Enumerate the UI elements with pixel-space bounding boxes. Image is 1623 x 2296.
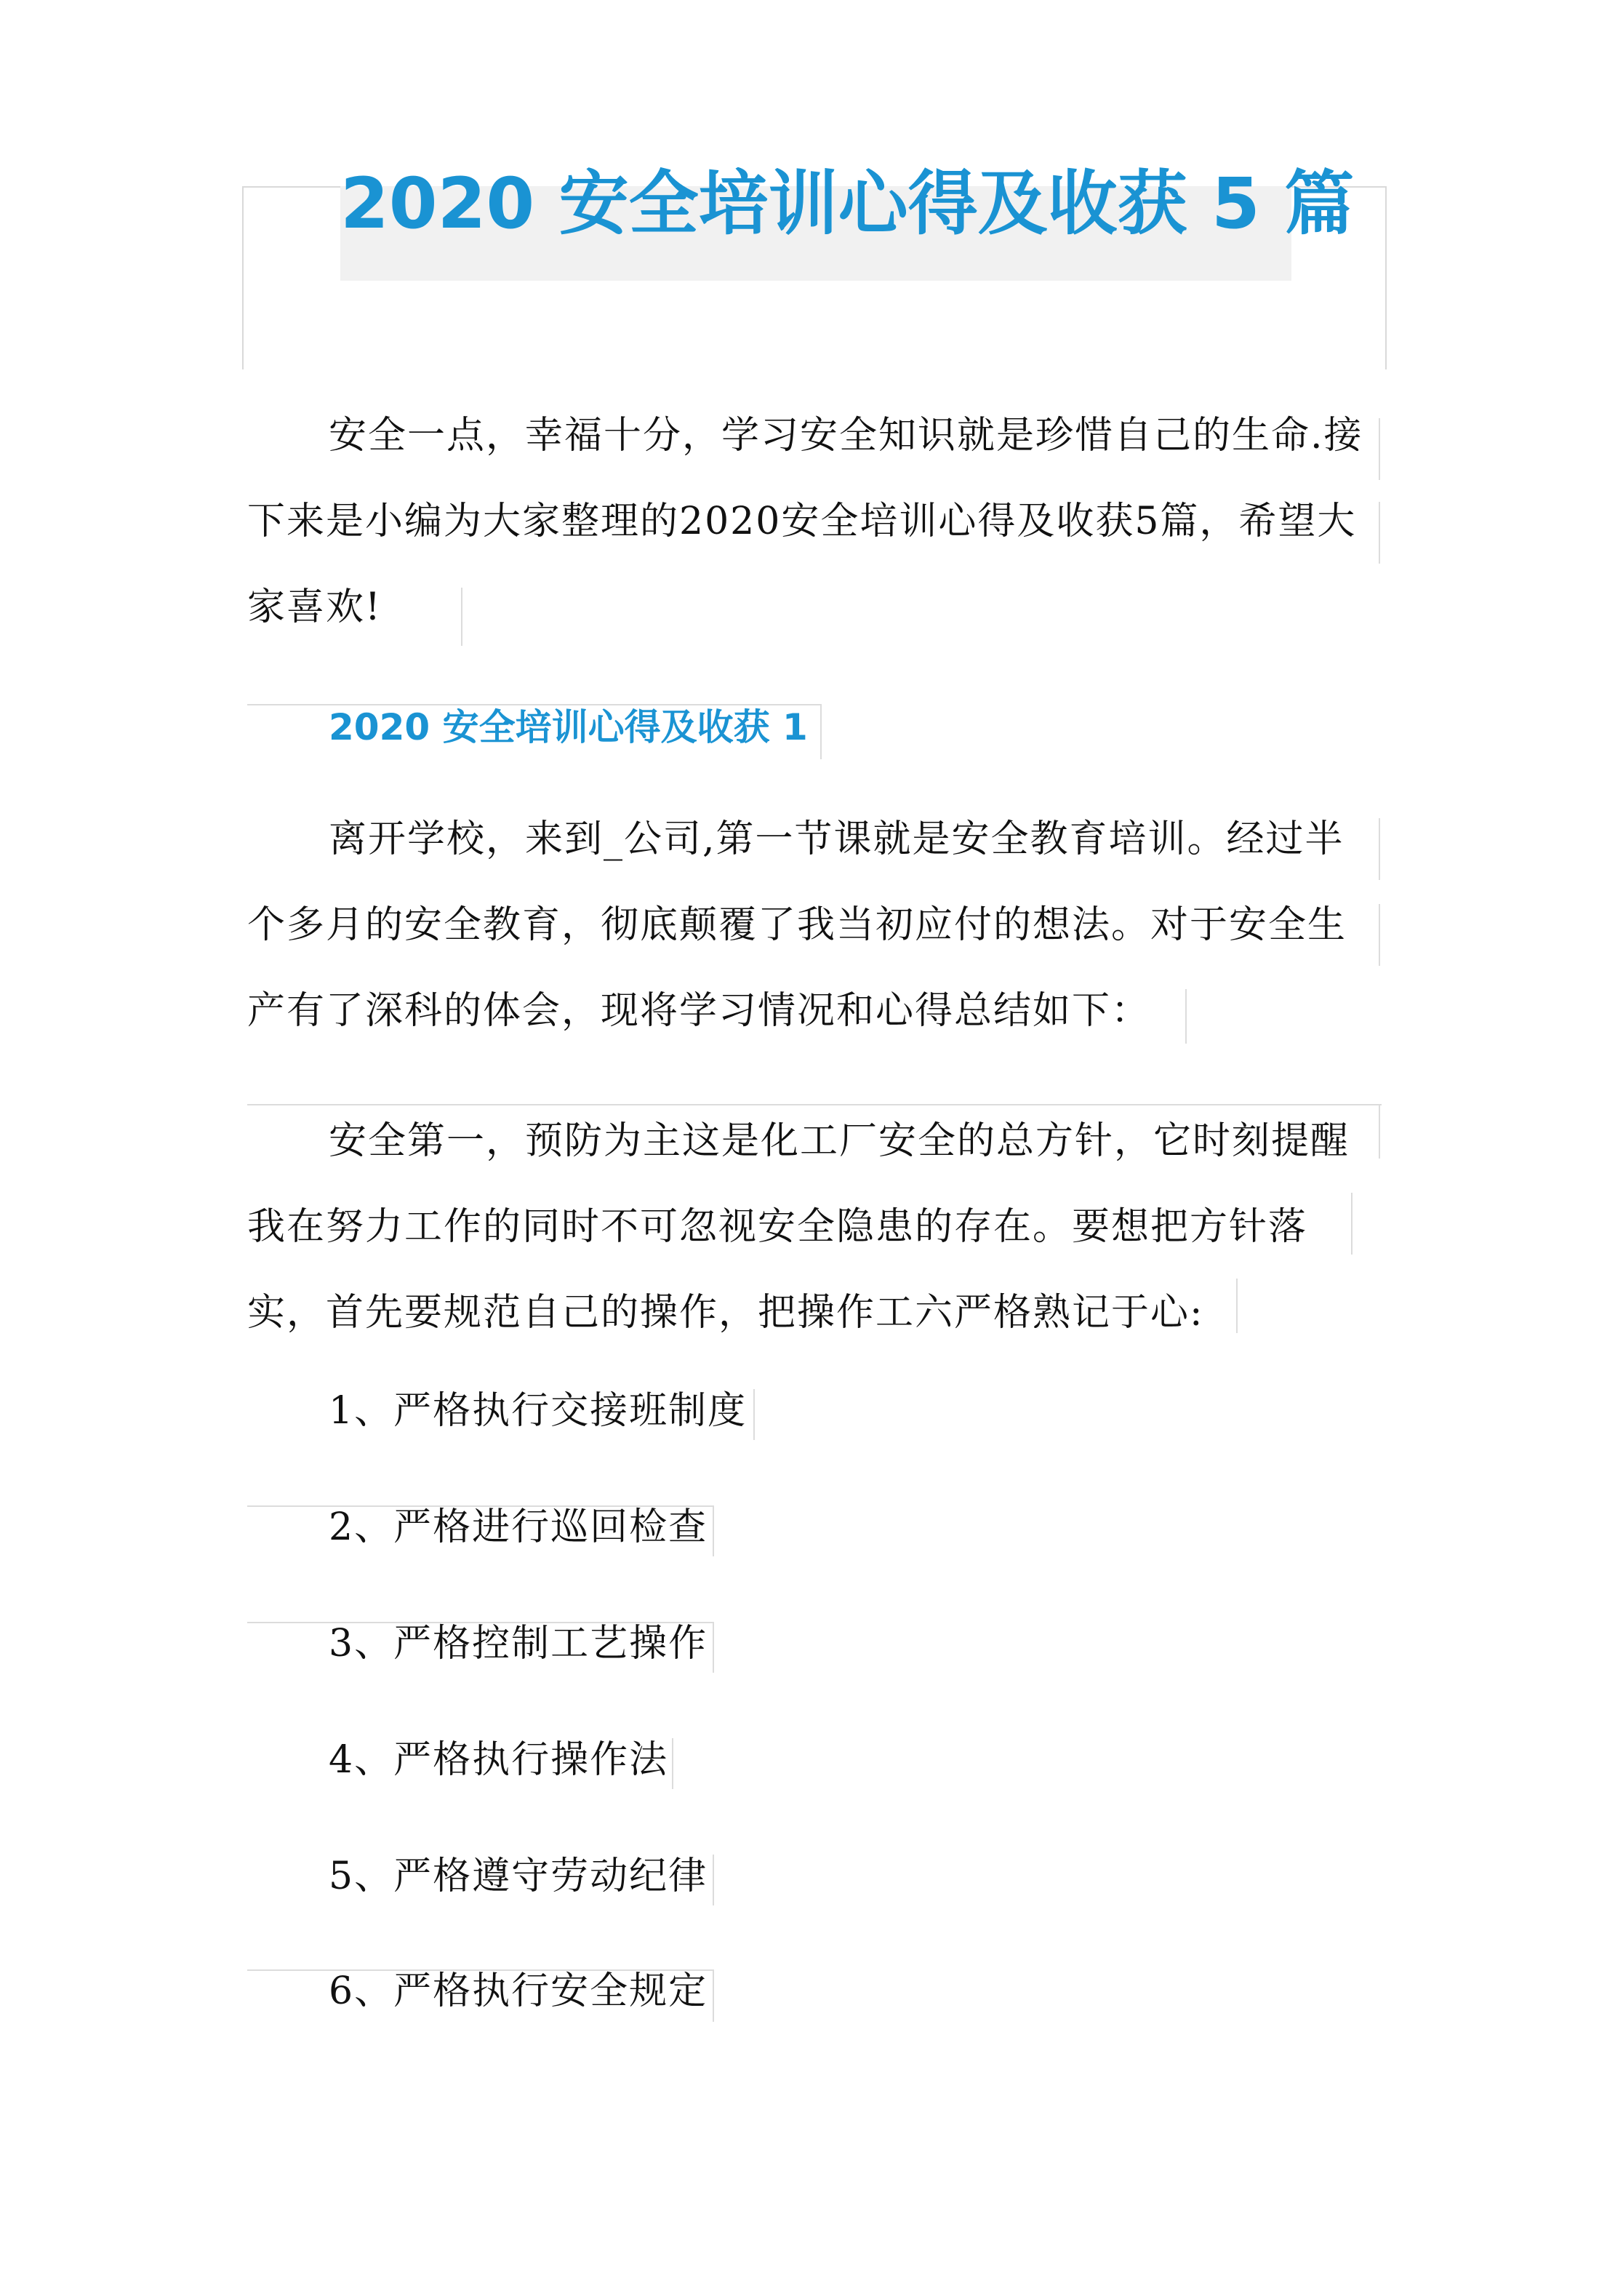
line-end-mark — [1379, 818, 1380, 880]
line-end-mark — [1185, 989, 1187, 1044]
line-end-mark — [1379, 418, 1380, 480]
list-item: 5、严格遵守劳动纪律 — [329, 1855, 708, 1898]
line-end-mark — [1379, 904, 1380, 966]
line-end-mark — [672, 1738, 673, 1789]
line-end-mark — [713, 1855, 714, 1905]
line-end-mark — [1379, 502, 1380, 564]
document-title: 2020 安全培训心得及收获 5 篇 — [340, 163, 1355, 244]
list-item: 2、严格进行巡回检查 — [329, 1505, 708, 1549]
line-end-mark — [1351, 1193, 1352, 1255]
paragraph-2: 安全第一，预防为主这是化工厂安全的总方针，它时刻提醒我在努力工作的同时不可忽视安全隐患的存在。要想把方针落实，首先要规范自己的操作，把操作工六严格熟记于心: — [247, 1119, 1350, 1335]
section-title: 2020 安全培训心得及收获 1 — [329, 706, 808, 748]
line-end-mark — [1236, 1279, 1238, 1333]
line-end-mark — [713, 1505, 714, 1556]
list-item: 6、严格执行安全规定 — [329, 1969, 708, 2013]
line-end-mark — [713, 1969, 714, 2022]
line-end-mark — [1379, 1104, 1380, 1159]
list-item: 1、严格执行交接班制度 — [329, 1389, 748, 1433]
list-item: 3、严格控制工艺操作 — [329, 1622, 708, 1665]
paragraph-1: 离开学校，来到_公司,第一节课就是安全教育培训。经过半个多月的安全教育，彻底颠覆了我当初应付的想法。对于安全生产有了深科的体会，现将学习情况和心得总结如下： — [247, 817, 1347, 1033]
list-item: 4、严格执行操作法 — [329, 1738, 669, 1782]
line-end-mark — [753, 1389, 755, 1440]
intro-paragraph: 安全一点，幸福十分，学习安全知识就是珍惜自己的生命.接下来是小编为大家整理的2020安全培训心得及收获5篇，希望大家喜欢! — [247, 414, 1363, 629]
line-end-mark — [461, 588, 462, 646]
line-end-mark — [713, 1622, 714, 1673]
line-end-mark — [820, 704, 822, 759]
